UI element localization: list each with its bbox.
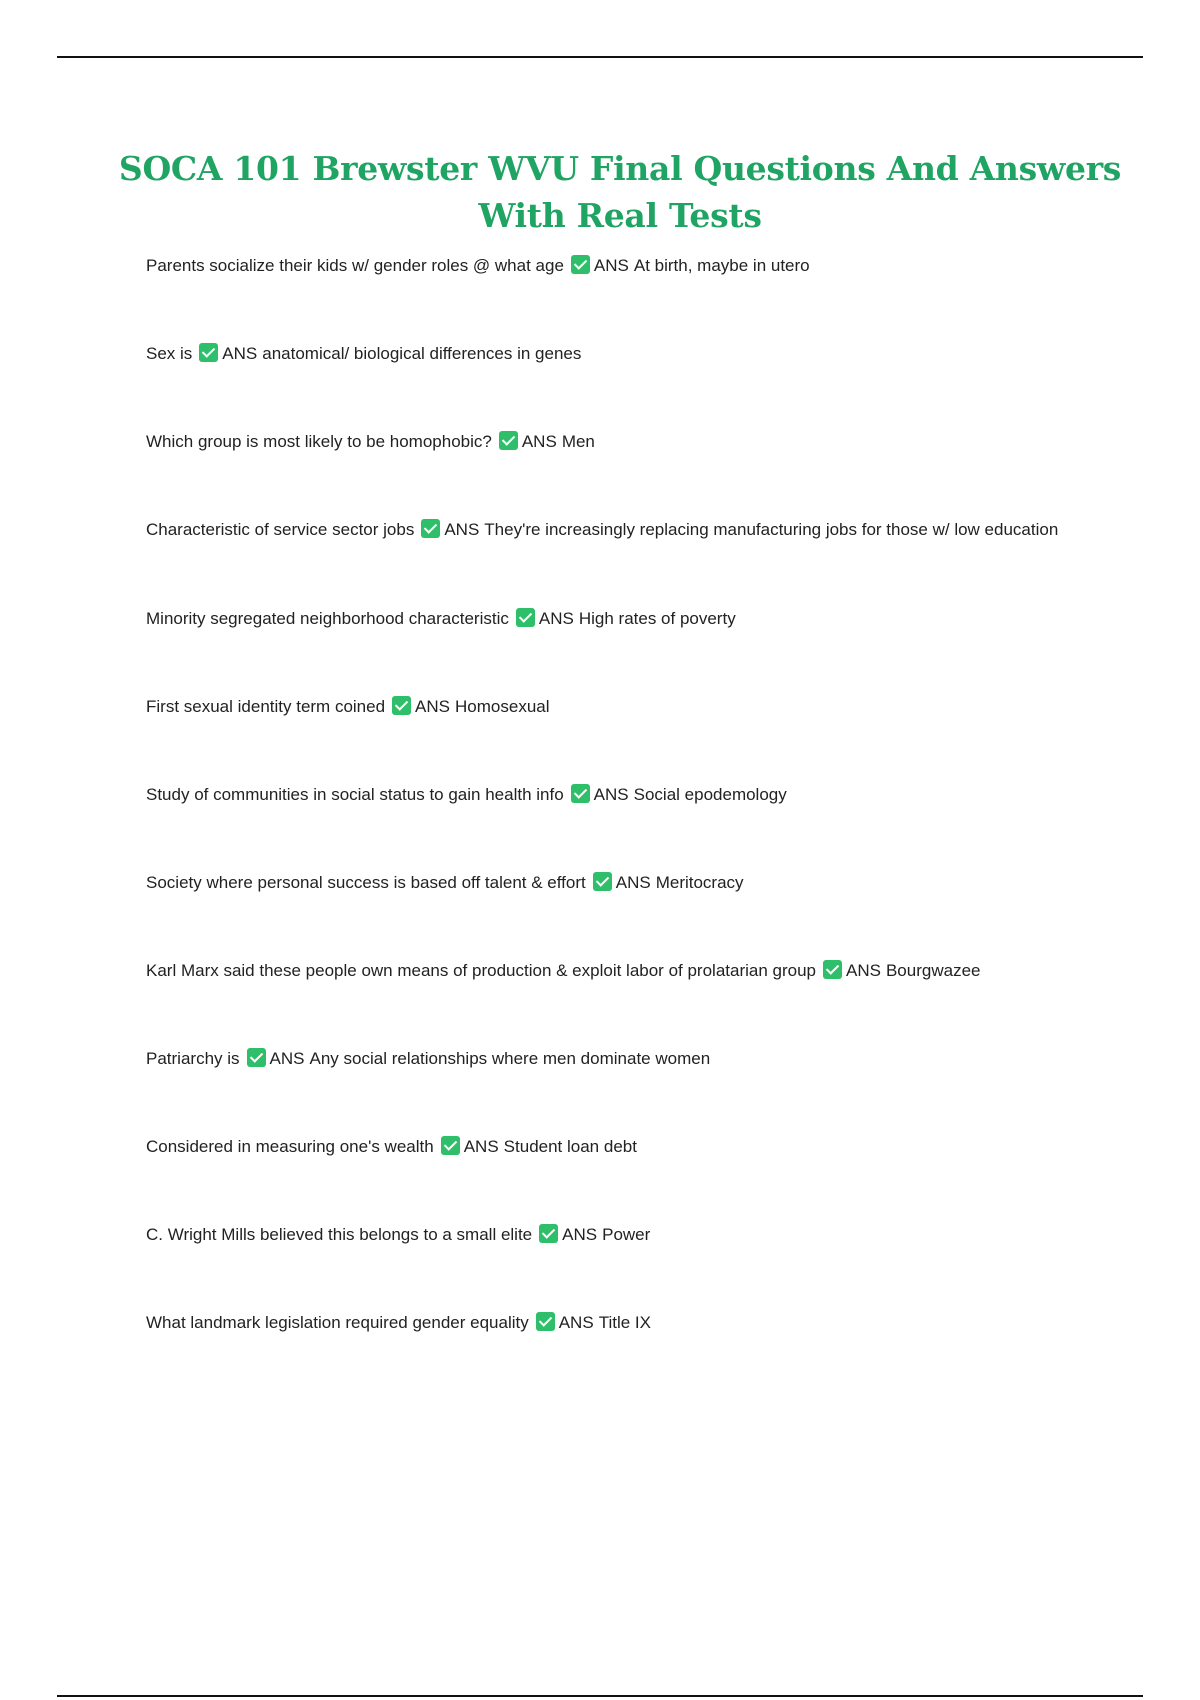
answer-text: Homosexual: [455, 697, 550, 716]
answer-text: Any social relationships where men dominate women: [309, 1049, 711, 1068]
qa-item: [146, 1046, 1076, 1072]
question-text: Which group is most likely to be homophobic?: [146, 432, 492, 451]
qa-item: [146, 958, 1076, 984]
qa-list: [146, 253, 1076, 1398]
question-text: Study of communities in social status to gain health info: [146, 785, 564, 804]
green-checkbox-icon: [536, 1312, 555, 1331]
answer-prefix: ANS: [415, 697, 451, 716]
green-checkbox-icon: [539, 1224, 558, 1243]
question-text: Sex is: [146, 344, 193, 363]
qa-item: [146, 517, 1076, 543]
question-text: Society where personal success is based off talent & effort: [146, 873, 586, 892]
green-checkbox-icon: [247, 1048, 266, 1067]
answer-text: At birth, maybe in utero: [633, 256, 810, 275]
question-text: Parents socialize their kids w/ gender roles @ what age: [146, 256, 564, 275]
answer-prefix: ANS: [269, 1049, 305, 1068]
qa-item: [146, 1222, 1076, 1248]
answer-text: Social epodemology: [633, 785, 787, 804]
answer-prefix: ANS: [558, 1313, 594, 1332]
question-text: Considered in measuring one's wealth: [146, 1137, 434, 1156]
green-checkbox-icon: [392, 696, 411, 715]
question-text: Minority segregated neighborhood characteristic: [146, 609, 509, 628]
top-divider: [57, 56, 1143, 58]
answer-prefix: ANS: [444, 520, 480, 539]
answer-prefix: ANS: [615, 873, 651, 892]
green-checkbox-icon: [593, 872, 612, 891]
question-text: C. Wright Mills believed this belongs to a small elite: [146, 1225, 533, 1244]
answer-prefix: ANS: [593, 785, 629, 804]
answer-prefix: ANS: [463, 1137, 499, 1156]
question-text: Characteristic of service sector jobs: [146, 520, 415, 539]
green-checkbox-icon: [421, 519, 440, 538]
question-text: Karl Marx said these people own means of production & exploit labor of prolatarian group: [146, 961, 816, 980]
green-checkbox-icon: [823, 960, 842, 979]
answer-text: Power: [602, 1225, 651, 1244]
qa-item: [146, 606, 1076, 632]
qa-item: [146, 1310, 1076, 1336]
qa-item: [146, 782, 1076, 808]
question-text: Patriarchy is: [146, 1049, 240, 1068]
qa-item: [146, 1134, 1076, 1160]
answer-text: They're increasingly replacing manufacturing jobs for those w/ low education: [484, 520, 1059, 539]
answer-text: anatomical/ biological differences in genes: [262, 344, 582, 363]
answer-text: Bourgwazee: [885, 961, 981, 980]
bottom-divider: [57, 1695, 1143, 1697]
answer-prefix: ANS: [593, 256, 629, 275]
qa-item: [146, 341, 1076, 367]
green-checkbox-icon: [499, 431, 518, 450]
answer-text: Title IX: [598, 1313, 651, 1332]
question-text: What landmark legislation required gender equality: [146, 1313, 529, 1332]
green-checkbox-icon: [516, 608, 535, 627]
answer-prefix: ANS: [846, 961, 881, 980]
document-title: SOCA 101 Brewster WVU Final Questions And Answers With Real Tests: [118, 149, 1122, 235]
qa-item: [146, 870, 1076, 896]
qa-item: [146, 694, 1076, 720]
green-checkbox-icon: [441, 1136, 460, 1155]
answer-prefix: ANS: [222, 344, 258, 363]
answer-text: Student loan debt: [503, 1137, 637, 1156]
question-text: First sexual identity term coined: [146, 697, 386, 716]
answer-text: Meritocracy: [655, 873, 744, 892]
qa-item: [146, 253, 1076, 279]
green-checkbox-icon: [571, 784, 590, 803]
answer-text: Men: [561, 432, 595, 451]
green-checkbox-icon: [571, 255, 590, 274]
qa-item: [146, 429, 1076, 455]
answer-text: High rates of poverty: [578, 609, 736, 628]
answer-prefix: ANS: [521, 432, 557, 451]
answer-prefix: ANS: [562, 1225, 598, 1244]
answer-prefix: ANS: [538, 609, 574, 628]
green-checkbox-icon: [199, 343, 218, 362]
